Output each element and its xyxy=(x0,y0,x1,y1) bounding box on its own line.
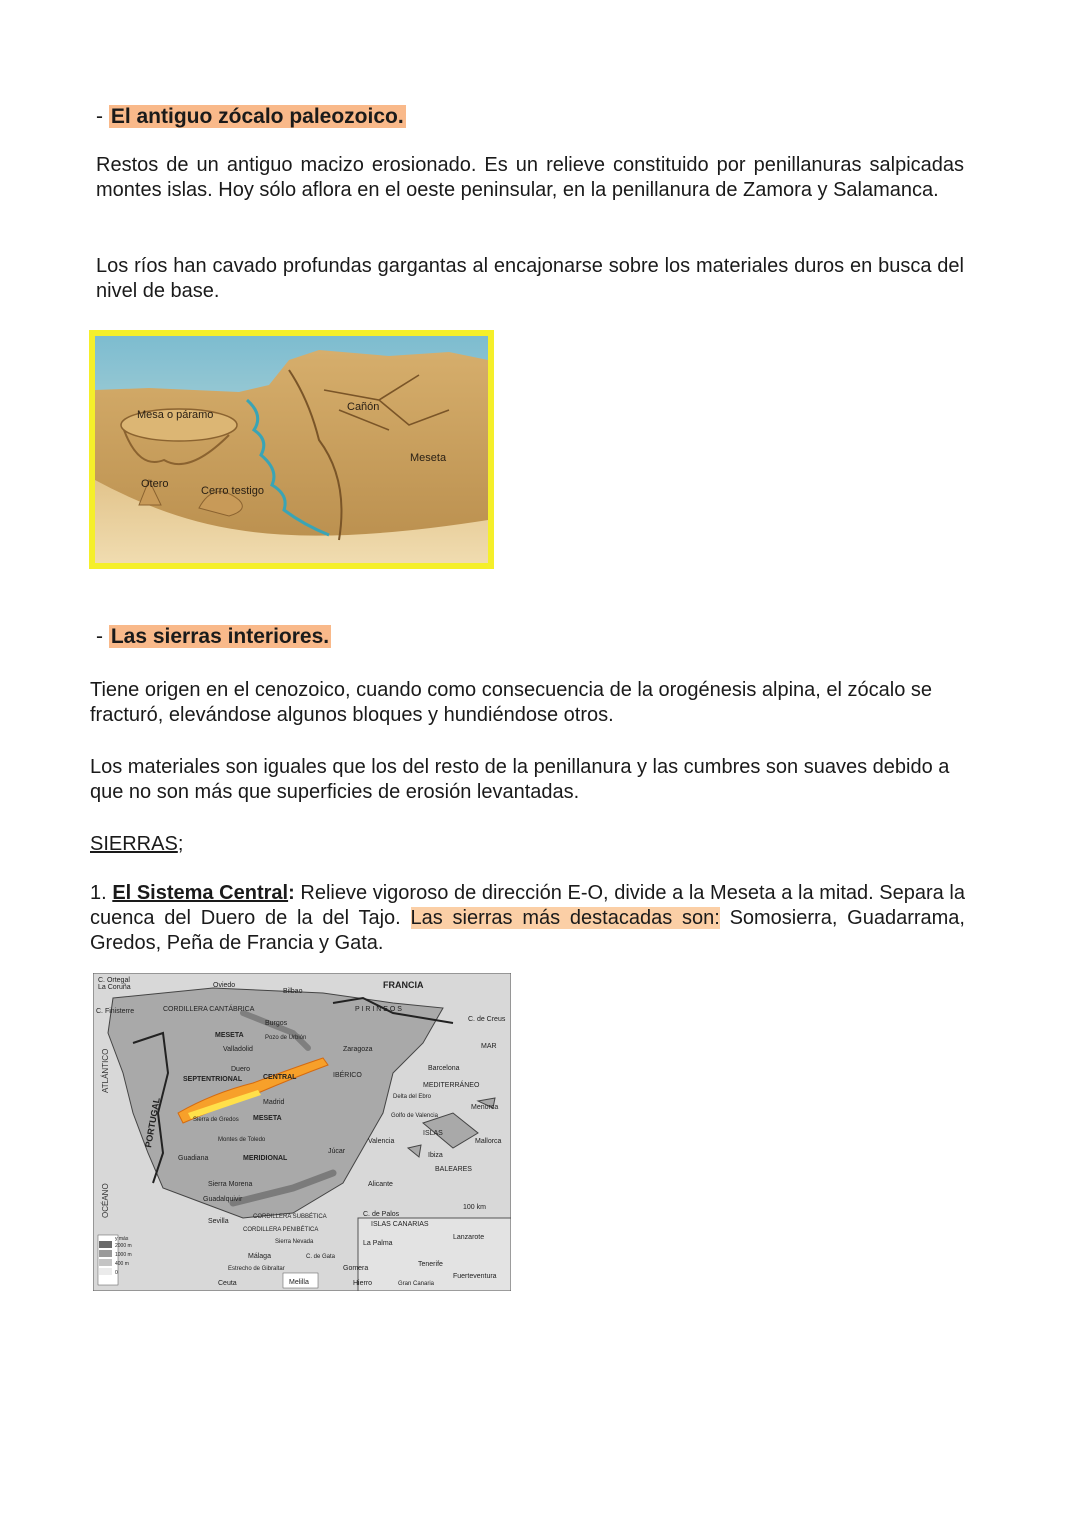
label-sevilla: Sevilla xyxy=(208,1218,229,1225)
label-subbetica: CORDILLERA SUBBÉTICA xyxy=(253,1214,327,1220)
label-guadiana: Guadiana xyxy=(178,1155,209,1162)
section1-heading xyxy=(96,104,406,130)
label-fuerteventura: Fuerteventura xyxy=(453,1273,497,1280)
section1-paragraph-1: Restos de un antiguo macizo erosionado. Es un relieve constituido por penillanuras salpicadas montes islas. Hoy sólo aflora en el oeste peninsular, en la penillanura de Zamora y Salamanca. xyxy=(96,154,964,201)
label-central: CENTRAL xyxy=(263,1074,297,1081)
label-madrid: Madrid xyxy=(263,1099,285,1106)
label-toledo: Montes de Toledo xyxy=(218,1137,266,1143)
label-valencia: Valencia xyxy=(368,1138,395,1145)
label-menorca: Menorca xyxy=(471,1104,499,1111)
item-name: El Sistema Central xyxy=(112,882,289,904)
label-golfo: Golfo de Valencia xyxy=(391,1113,438,1119)
label-meseta-south: MESETA xyxy=(253,1115,282,1122)
sistema-central-paragraph xyxy=(90,881,965,956)
legend-swatch-2000 xyxy=(99,1241,112,1248)
label-delta-ebro: Delta del Ebro xyxy=(393,1094,432,1100)
label-barcelona: Barcelona xyxy=(428,1065,460,1072)
label-coruna: La Coruña xyxy=(98,984,131,991)
label-morena: Sierra Morena xyxy=(208,1181,253,1188)
label-mallorca: Mallorca xyxy=(475,1138,502,1145)
legend-swatch-400 xyxy=(99,1259,112,1266)
label-creus: C. de Creus xyxy=(468,1016,506,1023)
label-penibetica: CORDILLERA PENIBÉTICA xyxy=(243,1227,319,1233)
label-palos: C. de Palos xyxy=(363,1211,400,1218)
label-islas: ISLAS xyxy=(423,1130,443,1137)
legend-0: 0 xyxy=(115,1270,118,1276)
label-valladolid: Valladolid xyxy=(223,1046,253,1053)
label-lapalma: La Palma xyxy=(363,1240,393,1247)
section2-title: Las sierras interiores. xyxy=(110,625,330,648)
label-gata: C. de Gata xyxy=(306,1254,336,1260)
label-ceuta: Ceuta xyxy=(218,1280,237,1287)
label-meseta: Meseta xyxy=(410,452,447,464)
item-highlight: Las sierras más destacadas son: xyxy=(410,907,720,929)
label-otero: Otero xyxy=(141,478,169,490)
spain-relief-map xyxy=(93,973,511,1291)
item-colon: : xyxy=(288,882,295,904)
legend-swatch-0 xyxy=(99,1268,112,1275)
label-ortegal: C. Ortegal xyxy=(98,977,130,984)
label-guadalquivir: Guadalquivir xyxy=(203,1196,243,1203)
label-oviedo: Oviedo xyxy=(213,982,236,989)
heading-dash: - xyxy=(96,105,109,128)
label-jucar: Júcar xyxy=(328,1148,346,1155)
legend-swatch-1000 xyxy=(99,1250,112,1257)
heading-dash: - xyxy=(96,625,109,648)
label-septentrional: SEPTENTRIONAL xyxy=(183,1076,243,1083)
section1-title: El antiguo zócalo paleozoico. xyxy=(110,105,404,128)
label-duero: Duero xyxy=(231,1066,251,1073)
legend-2000: 2000 m xyxy=(115,1243,132,1249)
label-malaga: Málaga xyxy=(248,1253,271,1260)
sierras-suffix: ; xyxy=(177,833,184,855)
label-gredos: Sierra de Gredos xyxy=(193,1117,239,1123)
item-text: Relieve vigoroso de dirección E-O, divide a la Meseta a la mitad. Separa la cuenca del Duero de la del Tajo. xyxy=(90,882,965,929)
relief-illustration xyxy=(89,330,494,569)
item-rest: Somosierra, Guadarrama, Gredos, Peña de Francia y Gata. xyxy=(90,907,965,954)
section1-paragraph-2: Los ríos han cavado profundas gargantas al encajonarse sobre los materiales duros en busca del nivel de base. xyxy=(96,255,964,302)
label-meseta-north: MESETA xyxy=(215,1032,244,1039)
label-canarias: ISLAS CANARIAS xyxy=(371,1221,429,1228)
label-cantabrica: CORDILLERA CANTÁBRICA xyxy=(163,1006,255,1013)
label-bilbao: Bilbao xyxy=(283,988,303,995)
label-atlantico: ATLÁNTICO xyxy=(101,1048,110,1093)
label-zaragoza: Zaragoza xyxy=(343,1046,373,1053)
section2-heading xyxy=(96,624,331,650)
label-oceano: OCÉANO xyxy=(101,1183,110,1218)
legend-1000: 1000 m xyxy=(115,1252,132,1258)
label-gomera: Gomera xyxy=(343,1265,369,1272)
label-meridional: MERIDIONAL xyxy=(243,1155,288,1162)
label-nevada: Sierra Nevada xyxy=(275,1239,314,1245)
label-ibiza: Ibiza xyxy=(428,1152,443,1159)
relief-illustration-svg xyxy=(89,330,494,569)
label-mediterraneo: MEDITERRÁNEO xyxy=(423,1082,480,1089)
canarias-inset xyxy=(358,1218,511,1291)
sierras-word: SIERRAS xyxy=(90,833,178,855)
label-tenerife: Tenerife xyxy=(418,1261,443,1268)
label-iberico: IBÉRICO xyxy=(333,1072,362,1079)
label-mar: MAR xyxy=(481,1043,497,1050)
legend-more: y más xyxy=(115,1236,129,1242)
sierras-label xyxy=(90,832,183,857)
section2-paragraph-2: Los materiales son iguales que los del resto de la penillanura y las cumbres son suaves debido a que no son más que superficies de erosión levantadas. xyxy=(90,756,950,803)
label-mesa: Mesa o páramo xyxy=(137,409,214,421)
label-urbion: Pozo de Urbión xyxy=(265,1035,307,1041)
label-hierro: Hierro xyxy=(353,1280,373,1287)
label-canon: Cañón xyxy=(347,401,380,413)
label-cerro: Cerro testigo xyxy=(201,485,264,497)
label-francia: FRANCIA xyxy=(383,980,424,990)
label-burgos: Burgos xyxy=(265,1020,288,1027)
spain-map-svg xyxy=(93,973,511,1291)
label-alicante: Alicante xyxy=(368,1181,393,1188)
item-number: 1. xyxy=(90,882,113,904)
label-scale: 100 km xyxy=(463,1204,486,1211)
legend-400: 400 m xyxy=(115,1261,129,1267)
label-grancanaria: Gran Canaria xyxy=(398,1281,435,1287)
label-baleares: BALEARES xyxy=(435,1166,472,1173)
label-portugal: PORTUGAL xyxy=(143,1096,162,1149)
label-finisterre: C. Finisterre xyxy=(96,1008,135,1015)
section2-paragraph-1: Tiene origen en el cenozoico, cuando como consecuencia de la orogénesis alpina, el zócalo se fracturó, elevándose algunos bloques y hundiéndose otros. xyxy=(90,679,933,726)
label-melilla: Melilla xyxy=(289,1279,309,1286)
label-lanzarote: Lanzarote xyxy=(453,1234,485,1241)
label-pirineos: P I R I N E O S xyxy=(355,1006,402,1013)
label-estrecho: Estrecho de Gibraltar xyxy=(228,1266,285,1272)
